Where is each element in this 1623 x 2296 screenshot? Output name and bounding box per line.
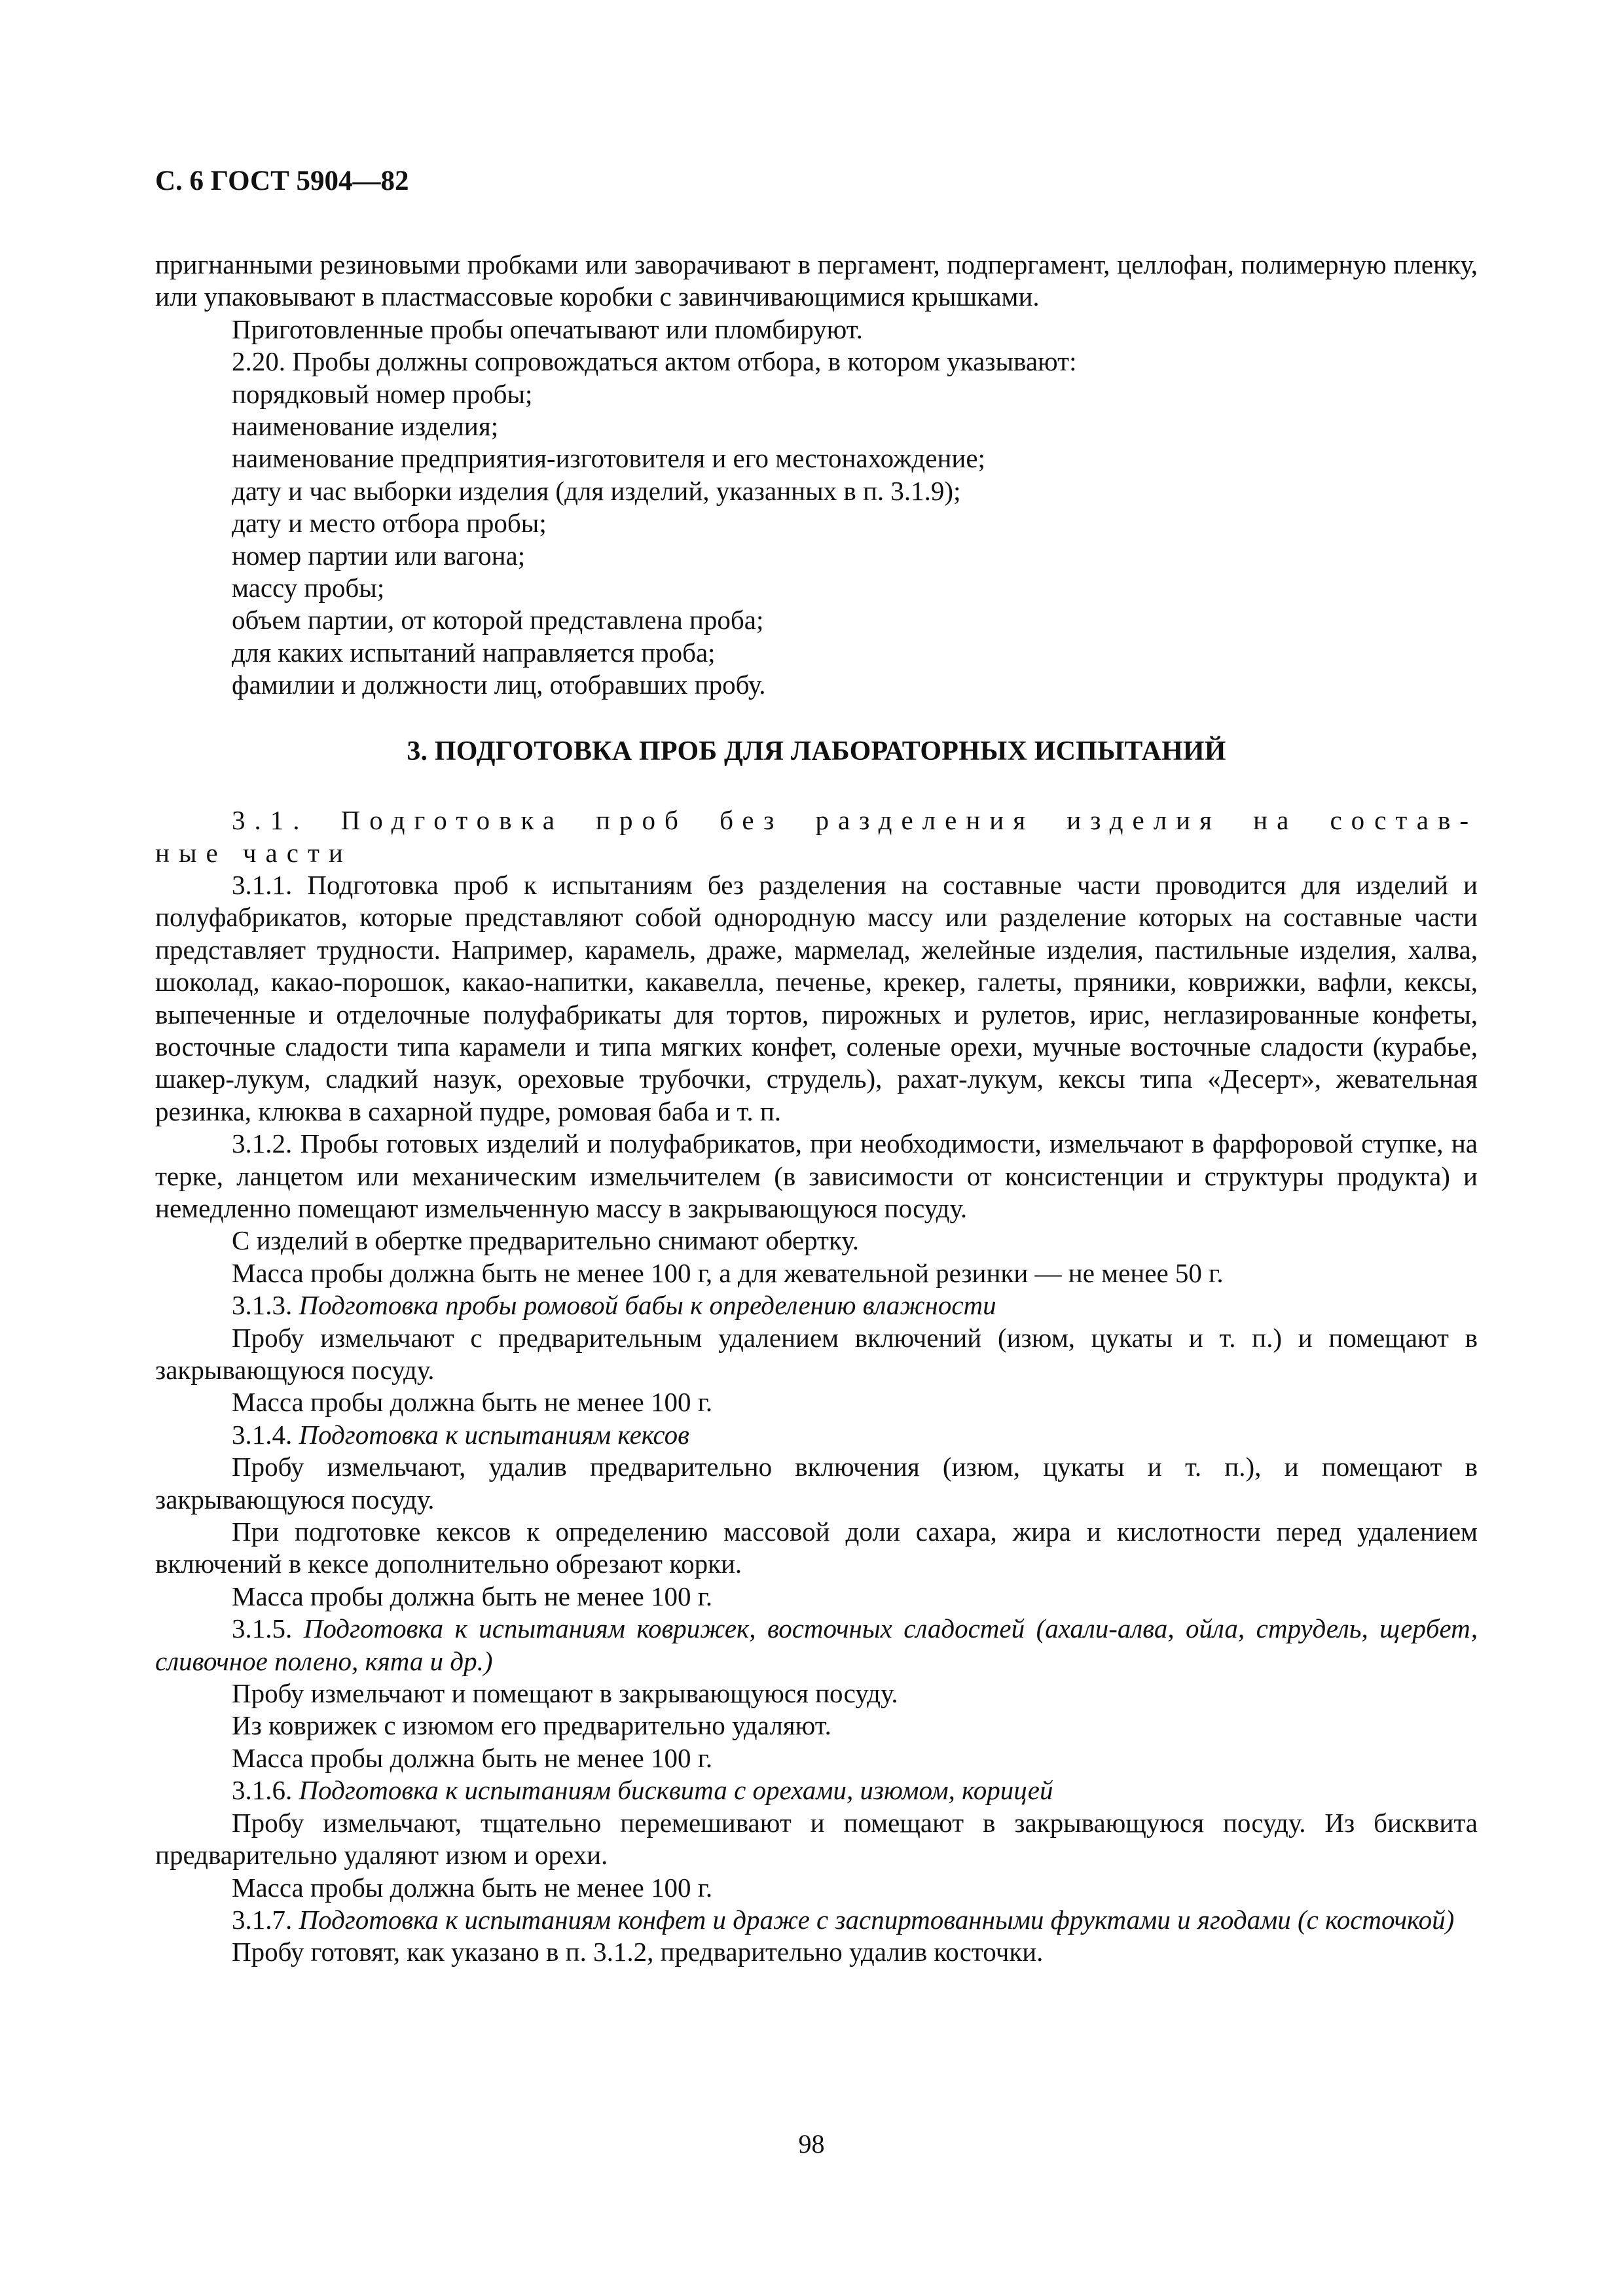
page-number: 98 [798,2129,825,2159]
page-header: С. 6 ГОСТ 5904—82 [155,166,409,196]
clause-heading [155,1289,1478,1321]
paragraph: Приготовленные пробы опечатывают или пломбируют. [232,314,863,344]
act-fields-list [155,378,1478,702]
paragraph: Пробу измельчают с предварительным удалением включений (изюм, цукаты и т. п.) и помещают в закрывающуюся посуду. [155,1322,1478,1385]
list-item: наименование изделия; [232,411,499,442]
paragraph: Пробу измельчают и помещают в закрывающуюся посуду. [232,1678,898,1709]
paragraph: Пробу измельчают, тщательно перемешивают и помещают в закрывающуюся посуду. Из бисквита предварительно удаляют изюм и орехи. [155,1807,1478,1871]
paragraph: Масса пробы должна быть не менее 100 г. [232,1581,713,1611]
paragraph: При подготовке кексов к определению массовой доли сахара, жира и кислотности перед удалением включений в кексе дополнительно обрезают корки. [155,1516,1478,1579]
paragraph: Масса пробы должна быть не менее 100 г. [232,1872,713,1903]
clause-number: 3.1.7. [232,1904,299,1935]
list-item: для каких испытаний направляется проба; [232,637,716,668]
paragraph: С изделий в обертке предварительно снимают обертку. [232,1225,859,1256]
list-item: дату и час выборки изделия (для изделий, указанных в п. 3.1.9); [232,475,961,506]
clause-title: Подготовка к испытаниям коврижек, восточных сладостей (ахали-алва, ойла, струдель, щербет, сливочное полено, кята и др.) [155,1613,1478,1676]
clause-heading [155,1419,1478,1451]
clause-title: Подготовка к испытаниям кексов [299,1419,689,1450]
paragraph: 3.1.1. Подготовка проб к испытаниям без разделения на составные части проводится для изделий и полуфабрикатов, которые представляют собой однородную массу или разделение которых на составные части представляет трудности. Например, карамель, драже, мармелад, желейные изделия, пастильные изделия, халва, шоколад, какао-порошок, какао-напитки, какавелла, печенье, крекер, галеты, пряники, коврижки, вафли, кексы, выпеченные и отделочные полуфабрикаты для тортов, пирожных и рулетов, ирис, неглазированные конфеты, восточные сладости типа карамели и типа мягких конфет, соленые орехи, мучные восточные сладости (курабье, шакер-лукум, сладкий назук, ореховые трубочки, струдель), рахат-лукум, кексы типа «Десерт», жевательная резинка, клюква в сахарной пудре, ромовая баба и т. п. [155,869,1478,1126]
list-item: номер партии или вагона; [232,540,526,571]
list-item: дату и место отбора пробы; [232,508,547,539]
subsection-heading: 3.1. Подготовка проб без разделения изделия на состав- [232,805,1478,836]
clause-number: 3.1.3. [232,1290,299,1321]
paragraph: пригнанными резиновыми пробками или заворачивают в пергамент, подпергамент, целлофан, полимерную пленку, или упаковывают в пластмассовые коробки с завинчивающимися крышками. [155,249,1478,312]
clause-title: Подготовка к испытаниям конфет и драже с заспиртованными фруктами и ягодами (с косточкой) [299,1904,1455,1935]
paragraph: Пробу измельчают, удалив предварительно включения (изюм, цукаты и т. п.), и помещают в закрывающуюся посуду. [155,1452,1478,1515]
clause-number: 3.1.6. [232,1775,299,1806]
paragraph: Пробу готовят, как указано в п. 3.1.2, предварительно удалив косточки. [232,1937,1044,1967]
document-page [155,164,1478,1969]
list-item: порядковый номер пробы; [232,378,533,409]
paragraph: Масса пробы должна быть не менее 100 г. [232,1387,713,1418]
clause-heading [155,1774,1478,1806]
list-item: фамилии и должности лиц, отобравших пробу. [232,670,766,700]
section-heading: 3. ПОДГОТОВКА ПРОБ ДЛЯ ЛАБОРАТОРНЫХ ИСПЫТАНИЙ [407,736,1226,766]
clause-number: 3.1.4. [232,1419,299,1450]
clause-heading [155,1904,1478,1936]
clause-heading [155,1613,1478,1677]
list-item: наименование предприятия-изготовителя и его местонахождение; [232,443,985,474]
subsection-heading-cont: ные части [155,837,352,868]
paragraph: 3.1.2. Пробы готовых изделий и полуфабрикатов, при необходимости, измельчают в фарфоровой ступке, на терке, ланцетом или механическим измельчителем (в зависимости от консистенции и структуры продукта) и немедленно помещают измельченную массу в закрывающуюся посуду. [155,1128,1478,1223]
paragraph: Масса пробы должна быть не менее 100 г, а для жевательной резинки — не менее 50 г. [232,1257,1224,1288]
list-item: объем партии, от которой представлена проба; [232,605,764,636]
paragraph: Масса пробы должна быть не менее 100 г. [232,1742,713,1773]
clause-title: Подготовка пробы ромовой бабы к определению влажности [299,1290,996,1321]
paragraph: 2.20. Пробы должны сопровождаться актом отбора, в котором указывают: [232,346,1077,377]
list-item: массу пробы; [232,573,385,603]
clause-number: 3.1.5. [232,1613,304,1644]
paragraph: Из коврижек с изюмом его предварительно удаляют. [232,1710,831,1741]
clause-title: Подготовка к испытаниям бисквита с орехами, изюмом, корицей [299,1775,1053,1806]
